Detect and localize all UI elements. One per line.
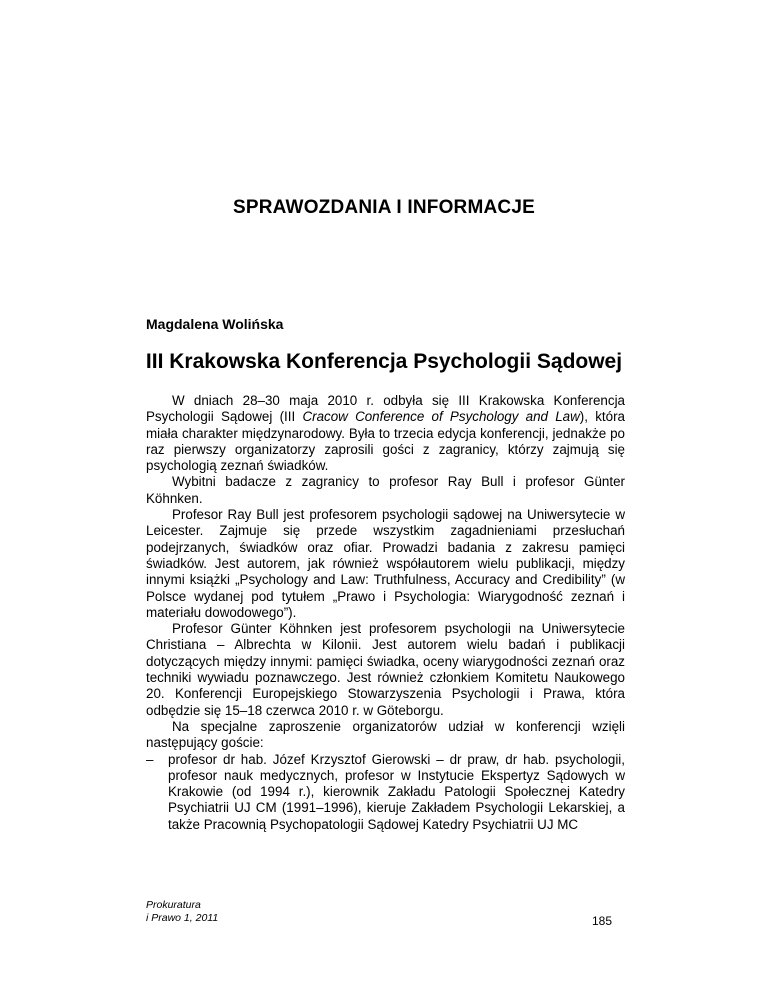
paragraph-1: W dniach 28–30 maja 2010 r. odbyła się III Krakowska Konferencja Psychologii Sądowej (III Cracow Conference of Psychology and Law), która miała charakter międzynarodowy. Była to trzecia edycja konferencji, jednakże po raz pierwszy organizatorzy zaprosili gości z zagranicy, którzy zajmują się psychologią zeznań świadków. xyxy=(146,393,625,474)
paragraph-2: Wybitni badacze z zagranicy to profesor Ray Bull i profesor Günter Köhnken. xyxy=(146,474,625,506)
journal-name: Prokuratura xyxy=(146,899,201,911)
journal-issue: i Prawo 1, 2011 xyxy=(146,911,219,924)
page-number: 185 xyxy=(592,914,613,928)
conference-english-name: Cracow Conference of Psychology and Law xyxy=(302,409,580,425)
author-name: Magdalena Wolińska xyxy=(146,316,284,332)
paragraph-5: Na specjalne zaproszenie organizatorów udział w konferencji wzięli następujący goście: xyxy=(146,718,625,751)
paragraph-4: Profesor Günter Köhnken jest profesorem psychologii na Uniwersytecie Christiana – Albrechta w Kilonii. Jest autorem wielu badań i publikacji dotyczących między innymi: pamięci świadka, oceny wiarygodności zeznań oraz techniki wywiadu poznawczego. Jest również członkiem Komitetu Naukowego 20. Konferencji Europejskiego Stowarzyszenia Psychologii i Prawa, która odbędzie się 15–18 czerwca 2010 r. w Göteborgu. xyxy=(146,621,625,718)
guest-list xyxy=(146,752,625,833)
section-title: SPRAWOZDANIA I INFORMACJE xyxy=(233,197,535,218)
list-dash: – xyxy=(146,751,154,767)
journal-footer xyxy=(146,899,218,924)
article-title: III Krakowska Konferencja Psychologii Sądowej xyxy=(145,350,623,373)
article-body xyxy=(146,393,625,833)
paragraph-3: Profesor Ray Bull jest profesorem psychologii sądowej na Uniwersytecie w Leicester. Zajmuje się przede wszystkim zagadnieniami przesłuchań podejrzanych, świadków oraz ofiar. Prowadzi badania z zakresu pamięci świadków. Jest autorem, jak również współautorem wielu publikacji, między innymi książki „Psychology and Law: Truthfulness, Accuracy and Credibility” (w Polsce wydanej pod tytułem „Prawo i Psychologia: Wiarygodność zeznań i materiału dowodowego”). xyxy=(146,507,625,620)
list-item xyxy=(146,752,625,833)
list-item-text: profesor dr hab. Józef Krzysztof Gierowski – dr praw, dr hab. psychologii, profesor nauk medycznych, profesor w Instytucie Ekspertyz Sądowych w Krakowie (od 1994 r.), kierownik Zakładu Patologii Społecznej Katedry Psychiatrii UJ CM (1991–1996), kieruje Zakładem Psychologii Lekarskiej, a także Pracownią Psychopatologii Sądowej Katedry Psychiatrii UJ MC xyxy=(168,751,625,832)
